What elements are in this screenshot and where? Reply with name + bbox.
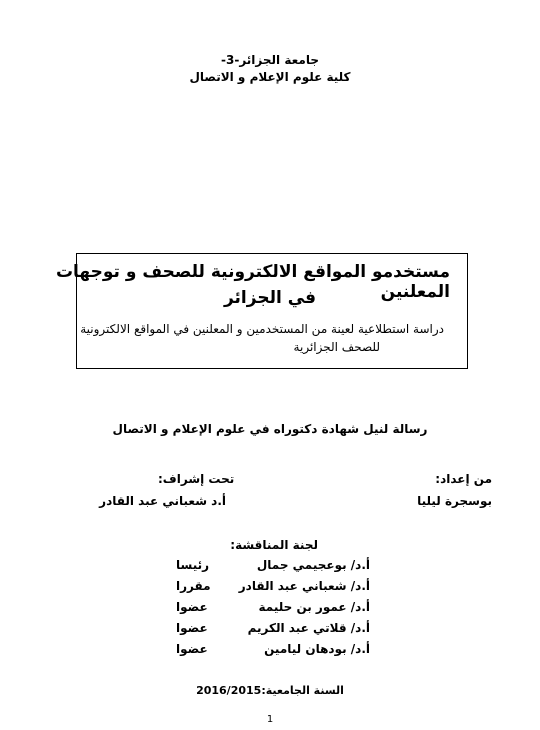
member-role: عضوا: [176, 621, 208, 635]
supervisor-name: أ.د شعباني عبد القادر: [99, 494, 226, 508]
thesis-title-line-1: مستخدمو المواقع الالكترونية للصحف و توجهات المعلنين: [55, 262, 450, 302]
prepared-by-label: من إعداد:: [435, 472, 492, 486]
committee-member: [0, 642, 540, 660]
committee-member: [0, 579, 540, 597]
thesis-subtitle-line-2: للصحف الجزائرية: [293, 340, 380, 354]
member-name: أ.د/ شعباني عبد القادر: [238, 579, 370, 593]
committee-member: [0, 621, 540, 639]
member-name: أ.د/ قلاتي عبد الكريم: [247, 621, 370, 635]
member-name: أ.د/ بودهان ليامين: [264, 642, 370, 656]
faculty-name: كلية علوم الإعلام و الاتصال: [189, 70, 351, 84]
member-role: عضوا: [176, 642, 208, 656]
committee-member: [0, 558, 540, 576]
thesis-subtitle-line-1: دراسة استطلاعية لعينة من المستخدمين و المعلنين في المواقع الالكترونية: [80, 322, 444, 336]
university-name: جامعة الجزائر-3-: [221, 53, 319, 67]
committee-member: [0, 600, 540, 618]
academic-year: السنة الجامعية:2016/2015: [196, 684, 344, 697]
member-role: عضوا: [176, 600, 208, 614]
member-role: مقررا: [176, 579, 211, 593]
supervised-by-label: تحت إشراف:: [158, 472, 235, 486]
thesis-title-line-2: في الجزائر: [223, 288, 317, 308]
author-name: بوسجرة ليليا: [417, 494, 492, 508]
member-role: رئيسا: [176, 558, 210, 572]
member-name: أ.د/ عمور بن حليمة: [258, 600, 370, 614]
member-name: أ.د/ بوعجيمي جمال: [256, 558, 370, 572]
thesis-statement: رسالة لنيل شهادة دكتوراه في علوم الإعلام و الاتصال: [112, 422, 428, 436]
university-header: [0, 52, 540, 86]
page-number: 1: [266, 714, 274, 725]
committee-title: لجنة المناقشة:: [230, 538, 318, 552]
